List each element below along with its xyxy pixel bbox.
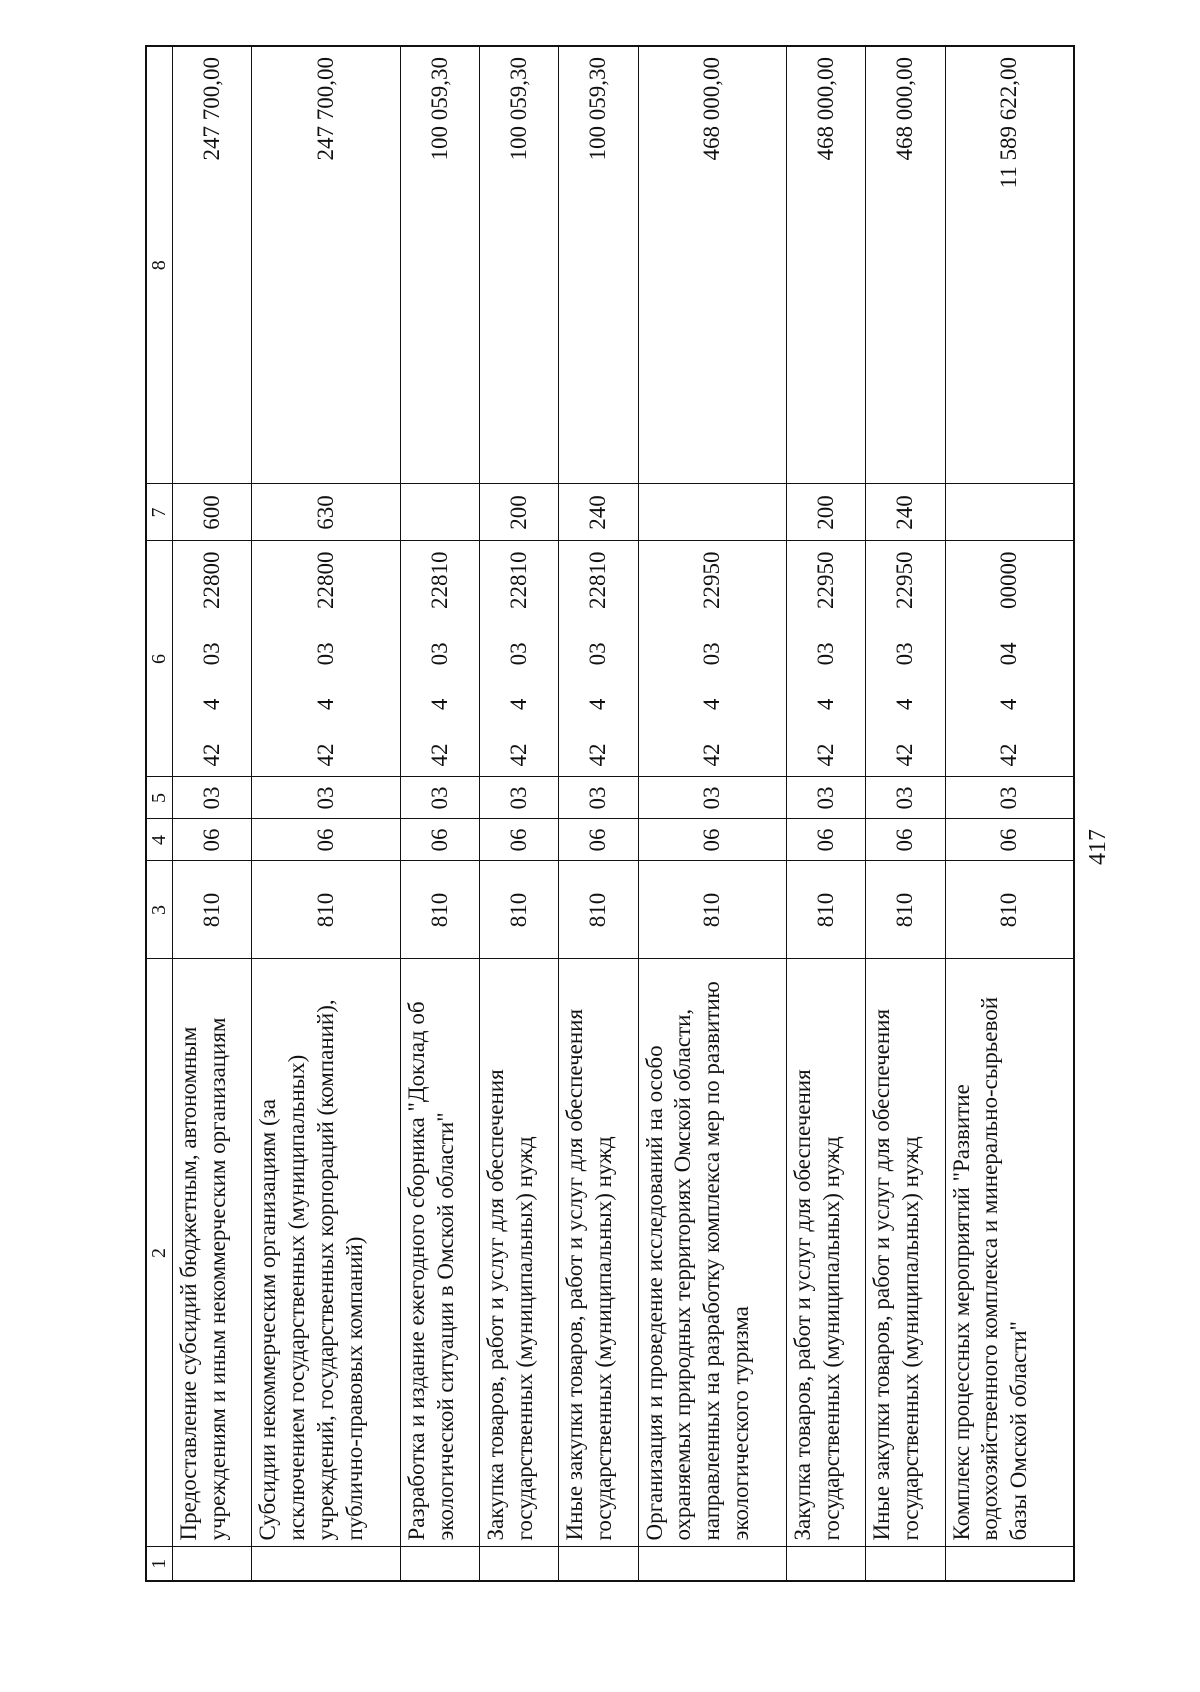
code-part: 22950 [812, 551, 838, 610]
description-cell: Иные закупки товаров, работ и услуг для обеспечения государственных (муниципальных) нужд [559, 959, 638, 1547]
row-number-cell [866, 1547, 945, 1581]
subsection-cell: 03 [252, 777, 401, 819]
description-cell: Закупка товаров, работ и услуг для обеспечения государственных (муниципальных) нужд [787, 959, 866, 1547]
code-part: 4 [699, 698, 725, 711]
table-row [252, 46, 401, 1581]
expense-type-cell: 200 [480, 484, 559, 541]
code-part: 00000 [995, 551, 1021, 610]
header-row [146, 46, 173, 1581]
table-row [866, 46, 945, 1581]
code-part: 42 [585, 743, 611, 767]
target-article-code [584, 548, 613, 771]
code-part: 22810 [426, 551, 452, 610]
column-header: 3 [146, 861, 173, 959]
column-header: 4 [146, 819, 173, 861]
row-number-cell [400, 1547, 479, 1581]
admin-code-cell: 810 [480, 861, 559, 959]
target-article-cell [480, 541, 559, 777]
table-row [559, 46, 638, 1581]
code-part: 03 [699, 642, 725, 666]
subsection-cell: 03 [945, 777, 1074, 819]
subsection-cell: 03 [866, 777, 945, 819]
section-cell: 06 [252, 819, 401, 861]
expense-type-cell: 240 [866, 484, 945, 541]
table-row [480, 46, 559, 1581]
admin-code-cell: 810 [400, 861, 479, 959]
target-article-cell [252, 541, 401, 777]
amount-cell: 247 700,00 [252, 46, 401, 484]
target-article-code [426, 548, 455, 771]
subsection-cell: 03 [480, 777, 559, 819]
section-cell: 06 [866, 819, 945, 861]
code-part: 42 [505, 743, 531, 767]
section-cell: 06 [559, 819, 638, 861]
budget-table [145, 45, 1075, 1582]
column-header: 8 [146, 46, 173, 484]
code-part: 4 [312, 698, 338, 711]
section-cell: 06 [173, 819, 252, 861]
admin-code-cell: 810 [787, 861, 866, 959]
description-cell: Иные закупки товаров, работ и услуг для обеспечения государственных (муниципальных) нужд [866, 959, 945, 1547]
subsection-cell: 03 [787, 777, 866, 819]
amount-cell: 247 700,00 [173, 46, 252, 484]
code-part: 22950 [892, 551, 918, 610]
section-cell: 06 [787, 819, 866, 861]
target-article-cell [945, 541, 1074, 777]
target-article-cell [173, 541, 252, 777]
description-cell: Закупка товаров, работ и услуг для обеспечения государственных (муниципальных) нужд [480, 959, 559, 1547]
row-number-cell [480, 1547, 559, 1581]
expense-type-cell: 600 [173, 484, 252, 541]
code-part: 4 [198, 698, 224, 711]
column-header: 5 [146, 777, 173, 819]
admin-code-cell: 810 [945, 861, 1074, 959]
target-article-code [995, 548, 1024, 771]
code-part: 03 [312, 642, 338, 666]
page-number: 417 [1085, 829, 1111, 865]
expense-type-cell [638, 484, 787, 541]
section-cell: 06 [638, 819, 787, 861]
subsection-cell: 03 [638, 777, 787, 819]
code-part: 4 [426, 698, 452, 711]
code-part: 4 [995, 698, 1021, 711]
code-part: 4 [505, 698, 531, 711]
row-number-cell [173, 1547, 252, 1581]
target-article-cell [638, 541, 787, 777]
expense-type-cell [400, 484, 479, 541]
code-part: 42 [995, 743, 1021, 767]
row-number-cell [559, 1547, 638, 1581]
amount-cell: 11 589 622,00 [945, 46, 1074, 484]
code-part: 22800 [198, 551, 224, 610]
description-cell: Организация и проведение исследований на особо охраняемых природных территориях Омской области, направленных на разработку комплекса мер по развитию экологического туризма [638, 959, 787, 1547]
code-part: 42 [892, 743, 918, 767]
subsection-cell: 03 [173, 777, 252, 819]
target-article-code [698, 548, 727, 771]
target-article-cell [787, 541, 866, 777]
code-part: 22810 [505, 551, 531, 610]
section-cell: 06 [480, 819, 559, 861]
code-part: 03 [426, 642, 452, 666]
code-part: 42 [812, 743, 838, 767]
table-row [400, 46, 479, 1581]
target-article-cell [400, 541, 479, 777]
column-header: 7 [146, 484, 173, 541]
expense-type-cell: 630 [252, 484, 401, 541]
target-article-code [505, 548, 534, 771]
code-part: 42 [312, 743, 338, 767]
code-part: 03 [585, 642, 611, 666]
subsection-cell: 03 [400, 777, 479, 819]
code-part: 4 [892, 698, 918, 711]
admin-code-cell: 810 [173, 861, 252, 959]
amount-cell: 468 000,00 [787, 46, 866, 484]
row-number-cell [252, 1547, 401, 1581]
row-number-cell [787, 1547, 866, 1581]
code-part: 42 [426, 743, 452, 767]
table-row [945, 46, 1074, 1581]
amount-cell: 100 059,30 [480, 46, 559, 484]
description-cell: Субсидии некоммерческим организациям (за исключением государственных (муниципальных) учреждений, государственных корпораций (компаний), публично-правовых компаний) [252, 959, 401, 1547]
code-part: 03 [812, 642, 838, 666]
code-part: 03 [892, 642, 918, 666]
admin-code-cell: 810 [559, 861, 638, 959]
section-cell: 06 [945, 819, 1074, 861]
admin-code-cell: 810 [866, 861, 945, 959]
amount-cell: 100 059,30 [400, 46, 479, 484]
code-part: 03 [198, 642, 224, 666]
table-row [173, 46, 252, 1581]
description-cell: Разработка и издание ежегодного сборника "Доклад об экологической ситуации в Омской области" [400, 959, 479, 1547]
row-number-cell [638, 1547, 787, 1581]
table-row [787, 46, 866, 1581]
target-article-code [198, 548, 227, 771]
table-body [173, 46, 1075, 1581]
target-article-cell [559, 541, 638, 777]
code-part: 22950 [699, 551, 725, 610]
code-part: 4 [585, 698, 611, 711]
target-article-code [891, 548, 920, 771]
description-cell: Предоставление субсидий бюджетным, автономным учреждениям и иным некоммерческим организациям [173, 959, 252, 1547]
target-article-code [812, 548, 841, 771]
column-header: 2 [146, 959, 173, 1547]
section-cell: 06 [400, 819, 479, 861]
amount-cell: 100 059,30 [559, 46, 638, 484]
code-part: 4 [812, 698, 838, 711]
target-article-code [312, 548, 341, 771]
admin-code-cell: 810 [252, 861, 401, 959]
admin-code-cell: 810 [638, 861, 787, 959]
table-row [638, 46, 787, 1581]
code-part: 42 [699, 743, 725, 767]
code-part: 22810 [585, 551, 611, 610]
code-part: 03 [505, 642, 531, 666]
amount-cell: 468 000,00 [866, 46, 945, 484]
row-number-cell [945, 1547, 1074, 1581]
code-part: 04 [995, 642, 1021, 666]
expense-type-cell: 200 [787, 484, 866, 541]
subsection-cell: 03 [559, 777, 638, 819]
amount-cell: 468 000,00 [638, 46, 787, 484]
target-article-cell [866, 541, 945, 777]
column-header: 1 [146, 1547, 173, 1581]
column-header: 6 [146, 541, 173, 777]
expense-type-cell [945, 484, 1074, 541]
expense-type-cell: 240 [559, 484, 638, 541]
code-part: 42 [198, 743, 224, 767]
description-cell: Комплекс процессных мероприятий "Развитие водохозяйственного комплекса и минерально-сырьевой базы Омской области" [945, 959, 1074, 1547]
code-part: 22800 [312, 551, 338, 610]
